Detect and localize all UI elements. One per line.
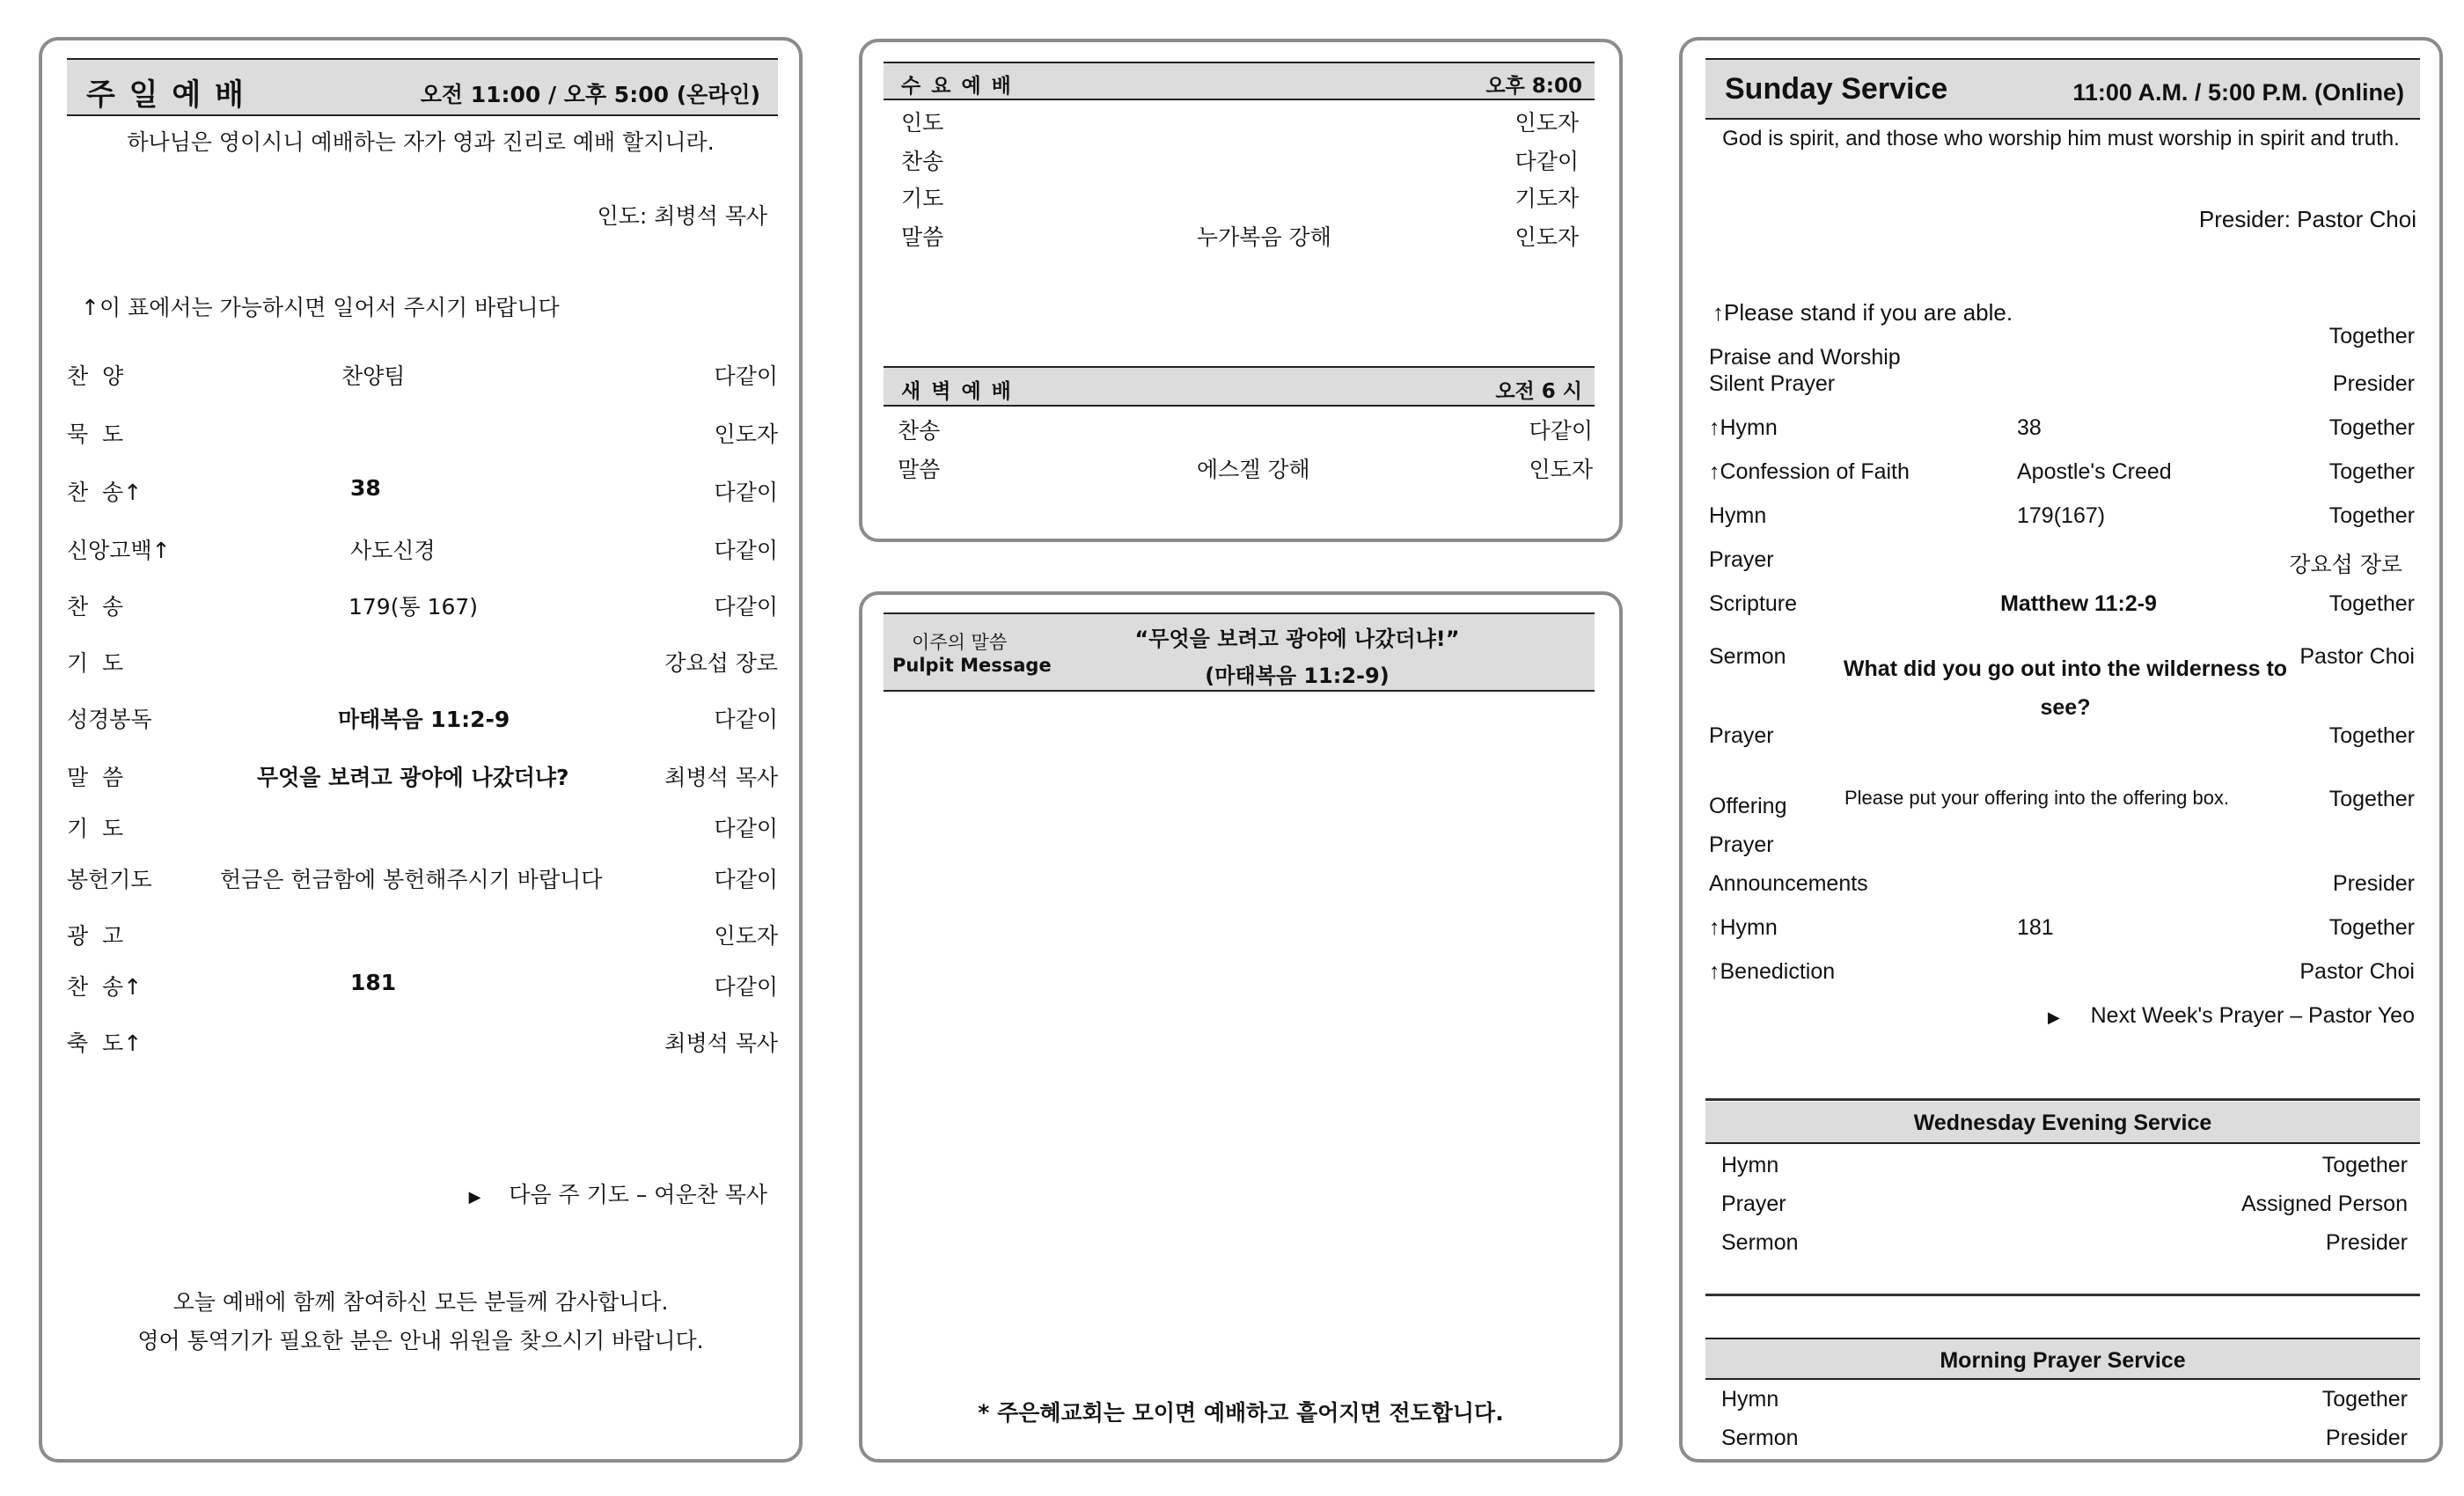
korean-order-row (67, 359, 778, 389)
pulpit-title: “무엇을 보려고 광야에 나갔더냐!” (1134, 627, 1460, 651)
korean-order-who: 다같이 (714, 974, 778, 1000)
wednesday-kr-row (901, 144, 1579, 174)
korean-order-row (67, 1026, 778, 1056)
korean-weekday-panel (859, 39, 1623, 542)
dawn-kr-item: 말씀 (898, 457, 941, 482)
english-order-row (1709, 787, 2413, 857)
dawn-kr-time: 오전 6 시 (1495, 380, 1582, 403)
english-order-item: ↑Hymn (1709, 415, 1778, 440)
english-order-who: Pastor Choi (2299, 644, 2415, 669)
wednesday-en-item: Prayer (1721, 1192, 1786, 1216)
korean-order-who: 인도자 (714, 923, 778, 949)
morning-en-title: Morning Prayer Service (1940, 1348, 2186, 1373)
english-order-who: Together (2328, 591, 2415, 616)
pulpit-panel (859, 591, 1623, 1463)
pulpit-reference: (마태복음 11:2-9) (1205, 664, 1390, 688)
english-order-item: Praise and Worship (1709, 345, 1901, 370)
english-order-who: Together (2328, 459, 2415, 484)
play-triangle-icon: ▶ (2048, 1008, 2060, 1026)
korean-order-who: 인도자 (714, 422, 778, 447)
english-order-row (1709, 415, 2413, 447)
korean-order-who: 강요섭 장로 (664, 650, 778, 676)
wednesday-kr-header (884, 62, 1595, 100)
dawn-kr-item: 찬송 (898, 418, 941, 444)
english-order-row (1709, 915, 2413, 947)
english-sunday-panel (1679, 37, 2443, 1463)
english-order-row (1709, 459, 2413, 491)
english-order-detail: What did you go out into the wilderness to see? (1843, 656, 2288, 720)
english-order-detail: 38 (2017, 415, 2042, 440)
english-verse: God is spirit, and those who worship him must worship in spirit and truth. (1722, 127, 2400, 150)
wednesday-en-header (1705, 1102, 2420, 1144)
korean-sunday-title: 주 일 예 배 (86, 77, 246, 113)
morning-en-who: Together (2321, 1387, 2408, 1412)
korean-order-row (67, 702, 778, 732)
dawn-kr-header (884, 366, 1595, 407)
wednesday-kr-item: 인도 (901, 110, 944, 136)
korean-order-who: 다같이 (714, 480, 778, 505)
korean-order-detail: 181 (350, 970, 397, 995)
dawn-kr-title: 새 벽 예 배 (901, 380, 1013, 403)
english-order-item: ↑Hymn (1709, 915, 1778, 940)
wednesday-kr-row (901, 220, 1579, 250)
wednesday-kr-detail: 누가복음 강해 (1197, 224, 1331, 250)
korean-verse: 하나님은 영이시니 예배하는 자가 영과 진리로 예배 할지니라. (127, 129, 715, 155)
wednesday-en-bottom-rule (1705, 1294, 2420, 1296)
wednesday-en-item: Sermon (1721, 1230, 1799, 1255)
korean-order-item: 찬 송 (67, 594, 124, 620)
korean-order-item: 찬 송↑ (67, 480, 143, 505)
korean-order-detail: 사도신경 (350, 538, 436, 563)
english-order-who: Together (2328, 503, 2415, 528)
wednesday-kr-time: 오후 8:00 (1485, 75, 1582, 98)
korean-order-row (67, 862, 778, 892)
english-order-detail: 179(167) (2017, 503, 2106, 528)
wednesday-en-who: Together (2321, 1153, 2408, 1177)
dawn-kr-who: 다같이 (1529, 418, 1593, 444)
korean-order-item: 봉헌기도 (67, 867, 152, 892)
english-order-who: Together (2328, 787, 2415, 811)
morning-en-header (1705, 1338, 2420, 1380)
wednesday-en-who: Assigned Person (2240, 1192, 2408, 1216)
english-order-who: Together (2328, 415, 2415, 440)
english-order-item: Scripture (1709, 591, 1798, 616)
morning-en-row (1721, 1387, 2408, 1417)
english-order-who: Together (2328, 915, 2415, 940)
english-presider: Presider: Pastor Choi (2198, 206, 2416, 232)
korean-sunday-time: 오전 11:00 / 오후 5:00 (온라인) (420, 82, 760, 107)
wednesday-kr-title: 수 요 예 배 (901, 75, 1013, 98)
korean-order-item: 기 도 (67, 650, 124, 676)
korean-order-row (67, 970, 778, 1000)
english-order-item: Prayer (1709, 723, 1774, 748)
korean-sunday-panel (39, 37, 803, 1463)
korean-order-item: 말 씀 (67, 765, 124, 790)
english-order-row (1709, 547, 2413, 579)
english-order-row (1709, 503, 2413, 535)
wednesday-kr-who: 인도자 (1514, 224, 1579, 250)
english-order-item: Silent Prayer (1709, 371, 1836, 396)
korean-stand-note: ↑이 표에서는 가능하시면 일어서 주시기 바랍니다 (81, 295, 560, 320)
korean-thanks-1: 오늘 예배에 함께 참여하신 모든 분들께 감사합니다. (172, 1289, 669, 1315)
english-order-row (1709, 371, 2413, 403)
korean-next-week (469, 1177, 767, 1209)
morning-en-item: Hymn (1721, 1387, 1779, 1412)
korean-thanks-2: 영어 통역기가 필요한 분은 안내 위원을 찾으시기 바랍니다. (137, 1328, 704, 1353)
wednesday-kr-row (901, 106, 1579, 136)
wednesday-en-top-rule (1705, 1098, 2420, 1101)
english-order-who: Together (2328, 723, 2415, 748)
morning-en-who: Presider (2325, 1426, 2408, 1450)
wednesday-en-item: Hymn (1721, 1153, 1779, 1177)
korean-order-detail: 마태복음 11:2-9 (338, 707, 510, 732)
korean-order-row (67, 646, 778, 676)
english-order-row (1709, 591, 2413, 623)
english-order-detail: Matthew 11:2-9 (2000, 591, 2157, 616)
english-next-week (2048, 1003, 2415, 1029)
english-sunday-header (1705, 58, 2420, 120)
korean-order-detail: 38 (350, 475, 381, 501)
english-stand-note: ↑Please stand if you are able. (1712, 299, 2013, 326)
english-order-who: Presider (2332, 871, 2415, 896)
english-sunday-time: 11:00 A.M. / 5:00 P.M. (Online) (2072, 79, 2404, 106)
korean-order-item: 찬 양 (67, 363, 124, 389)
korean-order-item: 축 도↑ (67, 1030, 143, 1056)
korean-sunday-header (67, 58, 778, 116)
english-order-item: ↑Confession of Faith (1709, 459, 1910, 484)
wednesday-en-row (1721, 1153, 2408, 1183)
korean-order-who: 다같이 (714, 594, 778, 620)
english-order-who: Presider (2332, 371, 2415, 396)
dawn-kr-row (898, 414, 1593, 444)
wednesday-en-row (1721, 1230, 2408, 1260)
dawn-kr-detail: 에스겔 강해 (1197, 457, 1310, 482)
english-order-who: Pastor Choi (2299, 959, 2415, 984)
korean-order-who: 최병석 목사 (664, 765, 778, 790)
wednesday-en-title: Wednesday Evening Service (1913, 1111, 2212, 1135)
english-order-item: Offering Prayer (1709, 794, 1787, 857)
korean-order-who: 최병석 목사 (664, 1030, 778, 1056)
wednesday-kr-who: 다같이 (1514, 149, 1579, 174)
korean-order-item: 성경봉독 (67, 707, 152, 732)
english-order-row (1709, 644, 2415, 720)
morning-en-item: Sermon (1721, 1426, 1799, 1450)
korean-order-item: 신앙고백↑ (67, 538, 171, 563)
korean-order-who: 다같이 (714, 538, 778, 563)
wednesday-kr-item: 찬송 (901, 149, 944, 174)
korean-order-row (67, 590, 778, 620)
korean-order-detail: 무엇을 보려고 광야에 나갔더냐? (257, 765, 569, 790)
korean-order-who: 다같이 (714, 707, 778, 732)
korean-order-item: 광 고 (67, 923, 124, 949)
english-order-row (1709, 959, 2413, 991)
english-order-who: 강요섭 장로 (2289, 552, 2402, 577)
play-triangle-icon: ▶ (468, 1188, 481, 1206)
pulpit-footer: * 주은혜교회는 모이면 예배하고 흩어지면 전도합니다. (978, 1400, 1504, 1426)
korean-order-who: 다같이 (714, 867, 778, 892)
english-order-detail: 181 (2017, 915, 2054, 940)
wednesday-kr-row (901, 181, 1579, 211)
wednesday-en-who: Presider (2325, 1230, 2408, 1255)
english-order-item: ↑Benediction (1709, 959, 1836, 984)
pulpit-header (884, 612, 1595, 692)
korean-order-row (67, 811, 778, 841)
korean-order-who: 다같이 (714, 816, 778, 841)
korean-order-row (67, 417, 778, 447)
wednesday-kr-item: 기도 (901, 186, 944, 211)
english-order-row (1709, 723, 2413, 755)
english-order-detail: Please put your offering into the offering box. (1844, 787, 2230, 809)
korean-order-item: 찬 송↑ (67, 974, 143, 1000)
english-order-row (1709, 871, 2413, 903)
english-order-item: Sermon (1709, 644, 1786, 669)
dawn-kr-who: 인도자 (1529, 457, 1593, 482)
korean-order-who: 다같이 (714, 363, 778, 389)
wednesday-kr-who: 기도자 (1514, 186, 1579, 211)
korean-order-detail: 찬양팀 (341, 363, 406, 389)
english-next-week-text: Next Week's Prayer – Pastor Yeo (2090, 1003, 2415, 1028)
korean-order-row (67, 475, 778, 505)
korean-order-row (67, 533, 778, 563)
english-order-who: Together (2328, 324, 2415, 348)
korean-order-detail: 헌금은 헌금함에 봉헌해주시기 바랍니다 (220, 867, 603, 892)
morning-en-row (1721, 1426, 2408, 1456)
pulpit-label-en: Pulpit Message (892, 655, 1052, 676)
pulpit-label-kr: 이주의 말씀 (912, 632, 1008, 653)
korean-next-week-text: 다음 주 기도 – 여운찬 목사 (509, 1182, 767, 1207)
english-order-item: Announcements (1709, 871, 1868, 896)
dawn-kr-row (898, 452, 1593, 482)
wednesday-en-row (1721, 1192, 2408, 1221)
korean-order-item: 기 도 (67, 816, 124, 841)
wednesday-kr-who: 인도자 (1514, 110, 1579, 136)
english-sunday-title: Sunday Service (1725, 72, 1948, 106)
english-order-item: Hymn (1709, 503, 1767, 528)
korean-order-row (67, 760, 778, 790)
wednesday-kr-item: 말씀 (901, 224, 944, 250)
korean-presider: 인도: 최병석 목사 (597, 203, 767, 229)
korean-order-row (67, 919, 778, 949)
korean-order-item: 묵 도 (67, 422, 124, 447)
english-order-item: Prayer (1709, 547, 1774, 572)
english-order-detail: Apostle's Creed (2017, 459, 2172, 484)
korean-order-detail: 179(통 167) (348, 594, 479, 620)
